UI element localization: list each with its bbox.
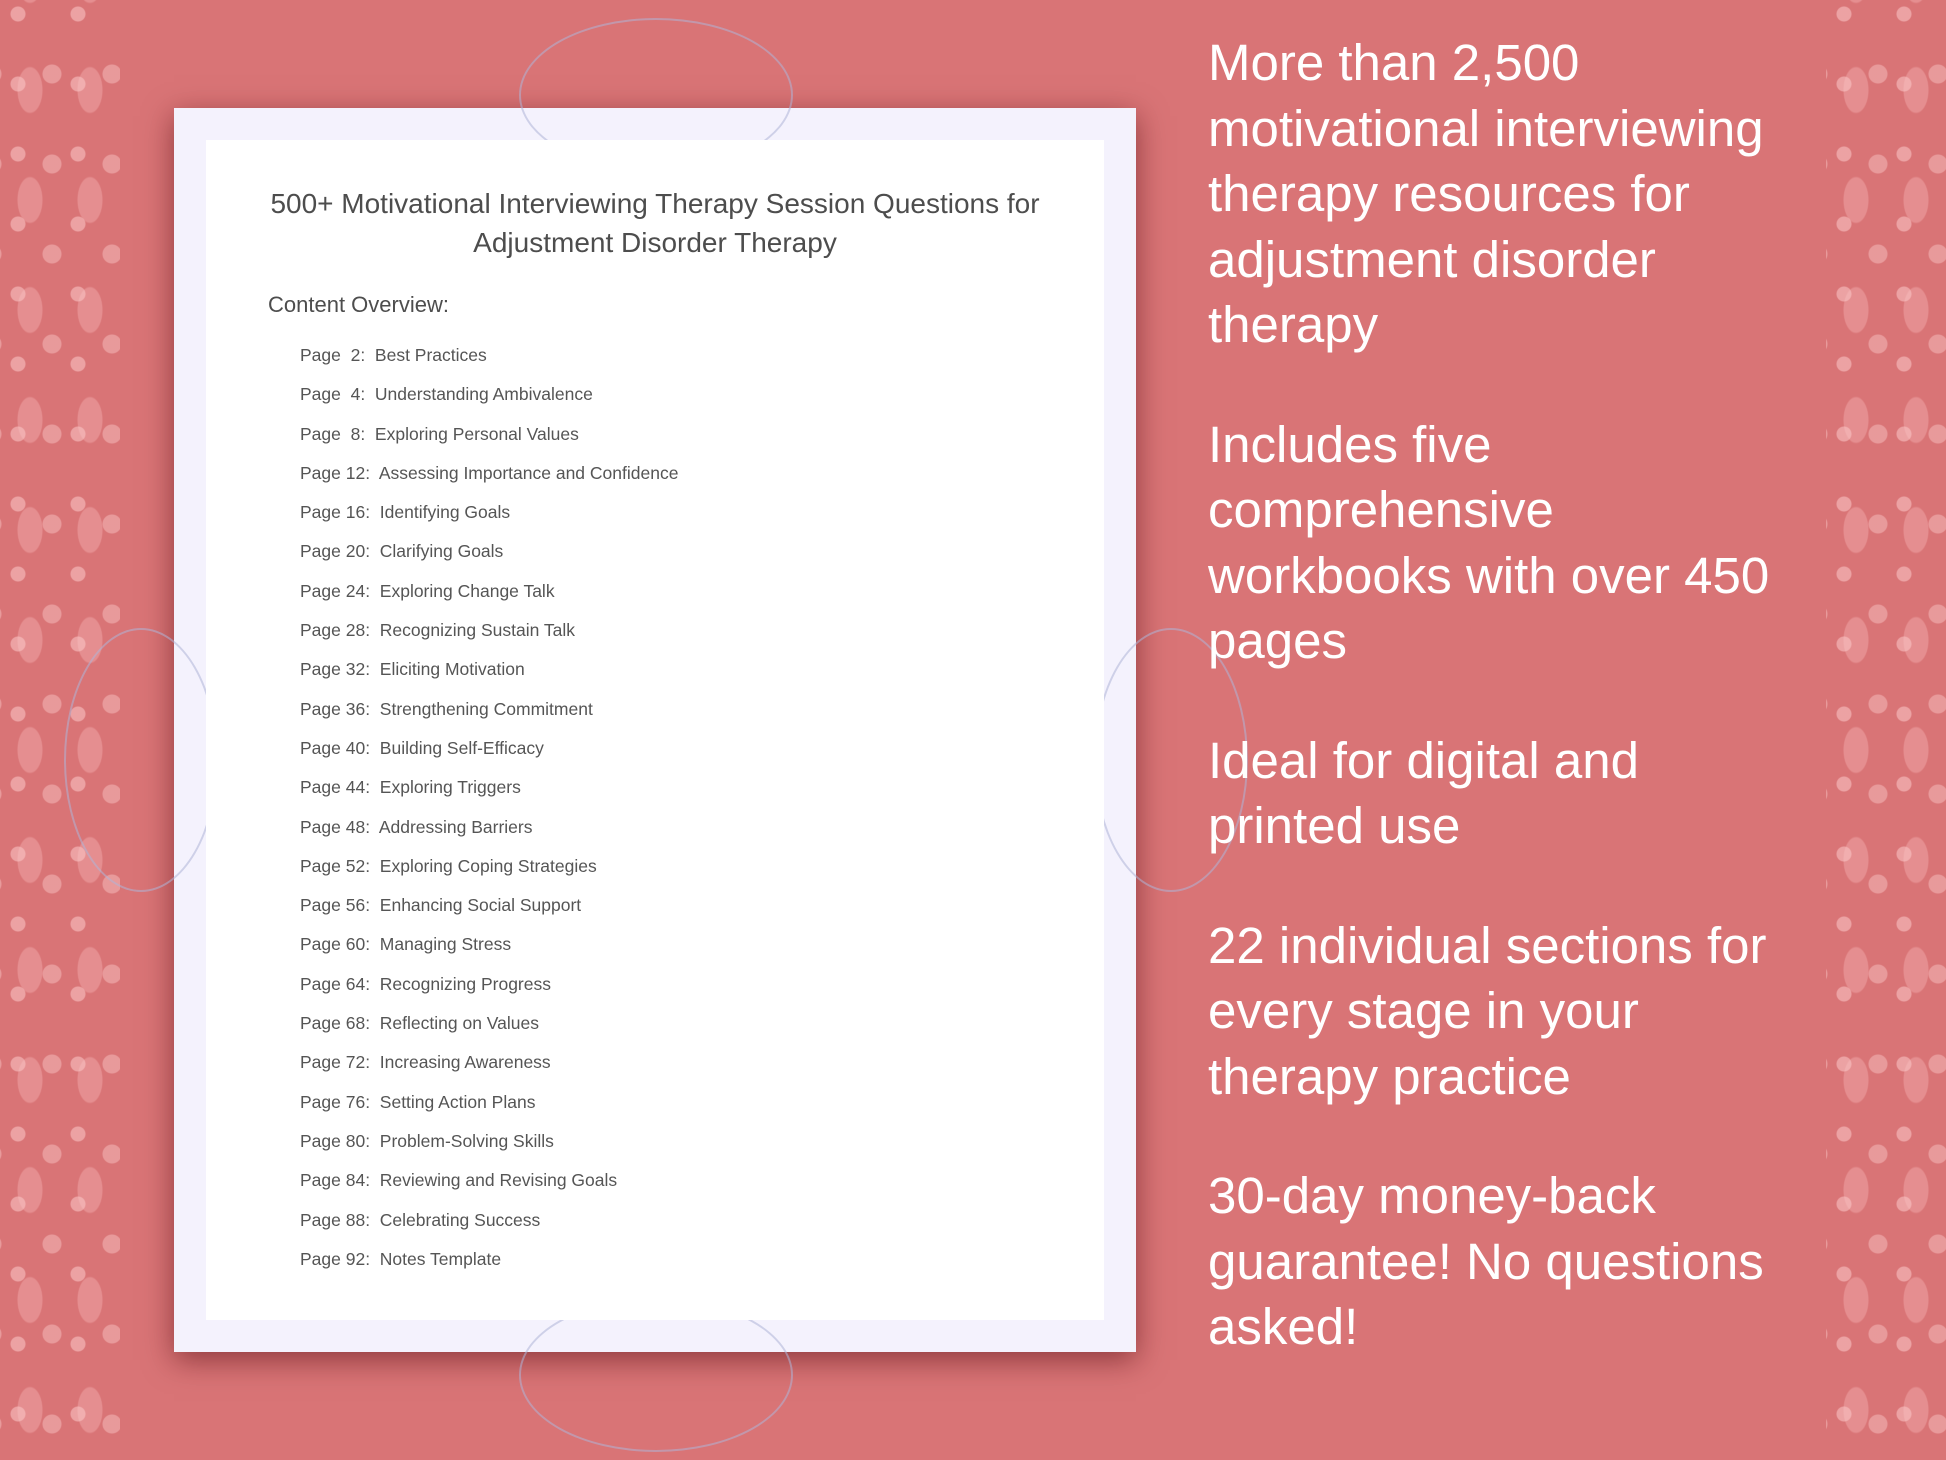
mandala-ornament-bottom: [519, 1298, 793, 1452]
feature-digital-print: Ideal for digital and printed use: [1208, 731, 1639, 854]
toc-item: Page 92: Notes Template: [300, 1248, 502, 1269]
feature-guarantee: 30-day money-back guarantee! No questions asked!: [1208, 1167, 1764, 1355]
toc-item: Page 52: Exploring Coping Strategies: [300, 855, 597, 876]
document-page: [206, 140, 1104, 1320]
toc-item: Page 40: Building Self-Efficacy: [300, 737, 544, 758]
toc-item: Page 32: Eliciting Motivation: [300, 659, 525, 680]
toc-item: Page 48: Addressing Barriers: [300, 816, 533, 837]
feature-list: [1208, 30, 1808, 1414]
toc-item: Page 84: Reviewing and Revising Goals: [300, 1170, 618, 1191]
toc-item: Page 2: Best Practices: [300, 345, 487, 365]
toc-item: Page 76: Setting Action Plans: [300, 1091, 536, 1112]
toc-item: Page 24: Exploring Change Talk: [300, 580, 555, 601]
toc-item: Page 20: Clarifying Goals: [300, 541, 504, 562]
toc-item: Page 80: Problem-Solving Skills: [300, 1130, 554, 1151]
document-title-line-2: Adjustment Disorder Therapy: [473, 227, 837, 258]
toc-item: Page 28: Recognizing Sustain Talk: [300, 620, 575, 641]
toc-item: Page 16: Identifying Goals: [300, 502, 511, 523]
toc-item: Page 68: Reflecting on Values: [300, 1013, 540, 1034]
feature-workbooks: Includes five comprehensive workbooks with over 450 pages: [1208, 415, 1770, 669]
document-preview: [174, 108, 1136, 1352]
toc-item: Page 36: Strengthening Commitment: [300, 698, 593, 719]
mandala-ornament-left: [64, 628, 218, 892]
document-title: [206, 184, 1104, 262]
toc-item: Page 56: Enhancing Social Support: [300, 895, 582, 916]
toc-item: Page 44: Exploring Triggers: [300, 777, 521, 798]
feature-resources: More than 2,500 motivational interviewing therapy resources for adjustment disorder therapy: [1208, 34, 1764, 353]
table-of-contents: [300, 345, 678, 1288]
toc-item: Page 64: Recognizing Progress: [300, 973, 551, 994]
toc-item: Page 4: Understanding Ambivalence: [300, 384, 593, 405]
toc-item: Page 12: Assessing Importance and Confidence: [300, 462, 679, 483]
content-overview-label: Content Overview:: [268, 292, 449, 317]
feature-sections: 22 individual sections for every stage in your therapy practice: [1208, 916, 1767, 1105]
floral-vine-right: [1826, 0, 1946, 1460]
toc-item: Page 88: Celebrating Success: [300, 1209, 541, 1230]
toc-item: Page 8: Exploring Personal Values: [300, 423, 579, 444]
document-title-line-1: 500+ Motivational Interviewing Therapy Session Questions for: [270, 188, 1040, 219]
toc-item: Page 72: Increasing Awareness: [300, 1052, 551, 1073]
toc-item: Page 60: Managing Stress: [300, 934, 512, 955]
